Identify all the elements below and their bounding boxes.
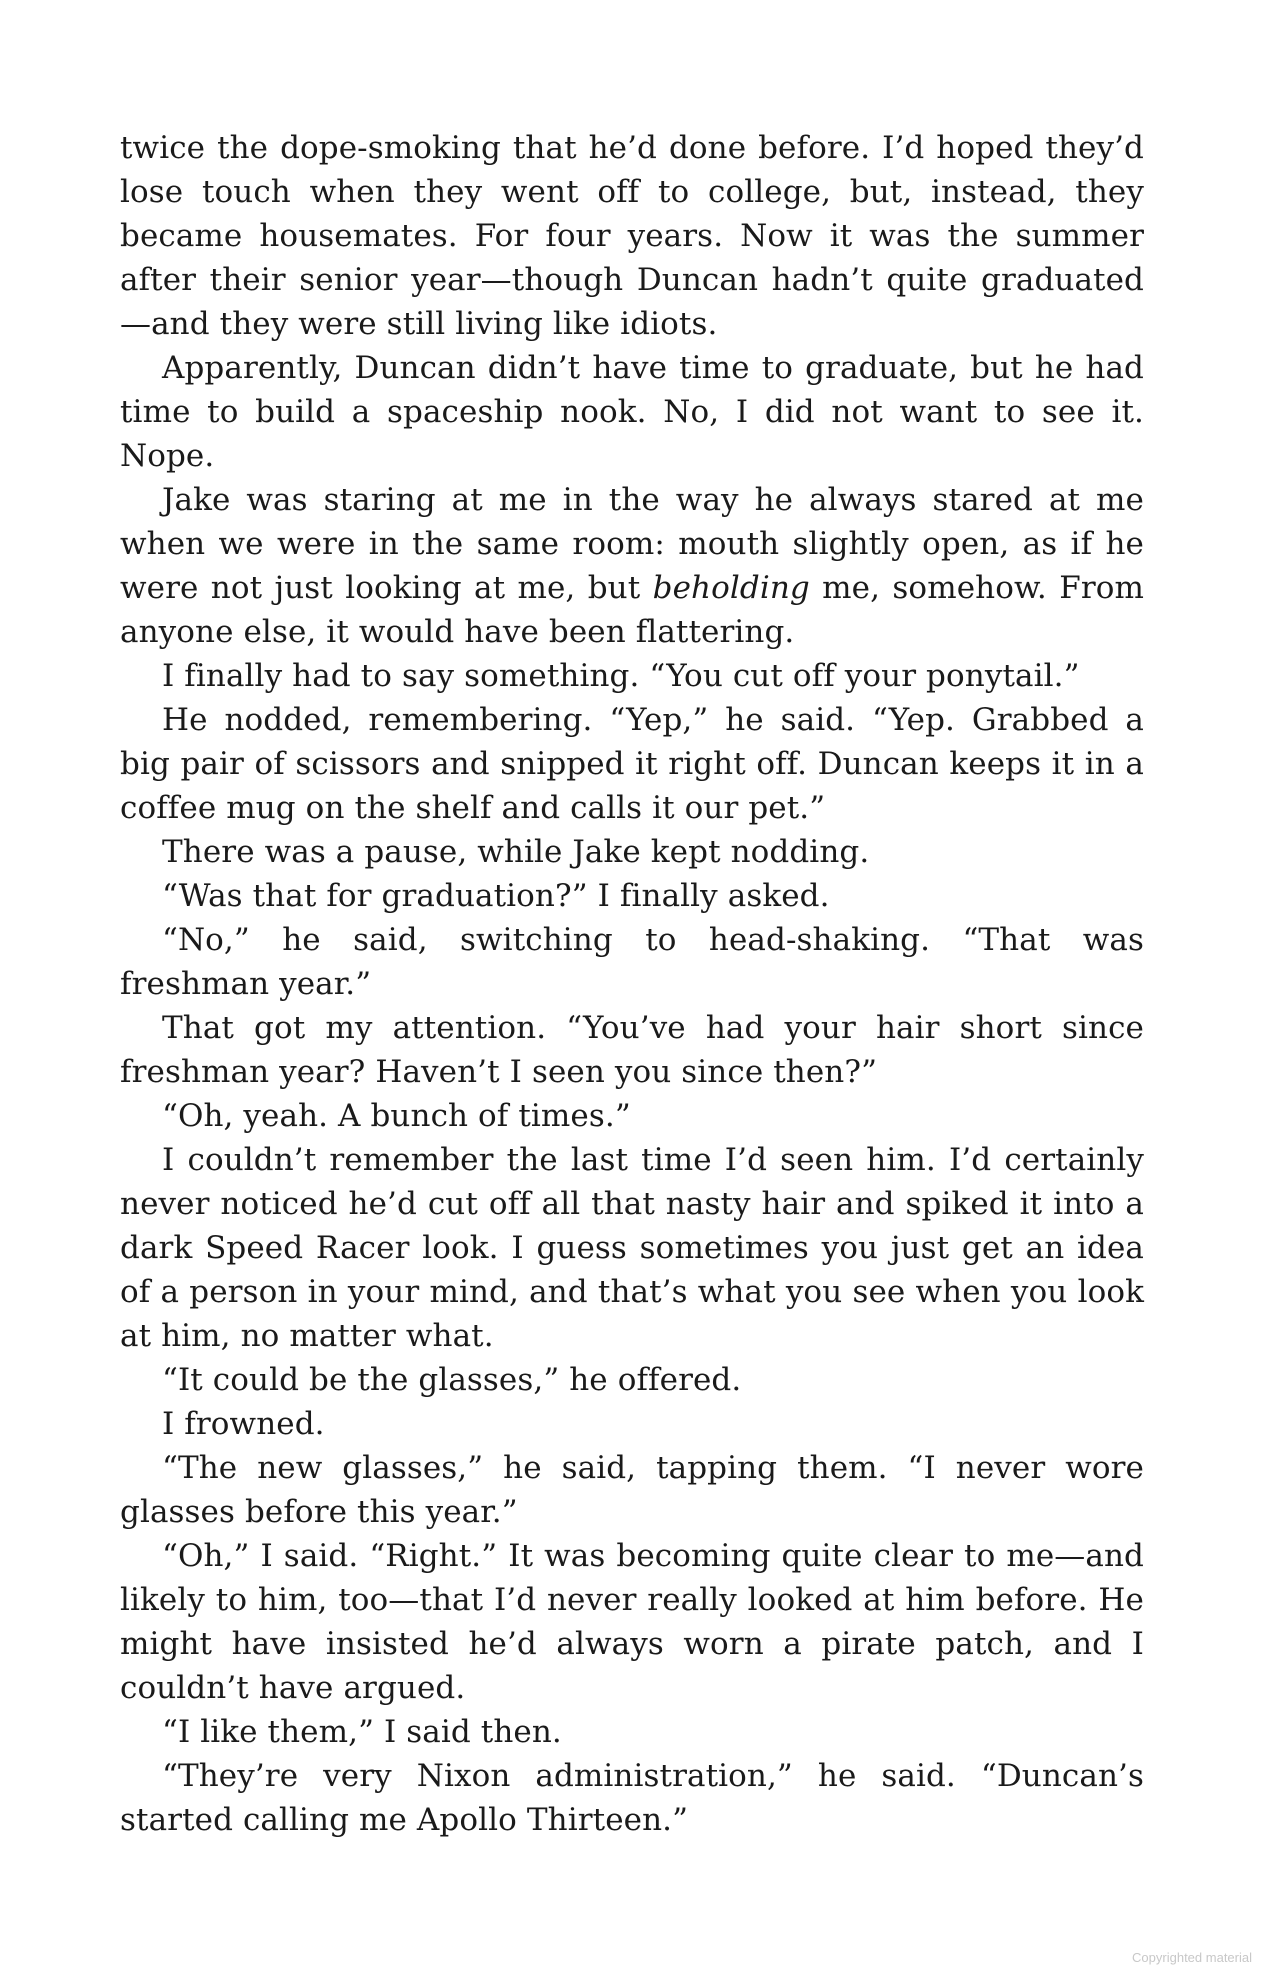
copyright-watermark: Copyrighted material <box>1132 1950 1252 1965</box>
paragraph: That got my attention. “You’ve had your hair short since freshman year? Haven’t I seen you since then?” <box>120 1010 1144 1090</box>
paragraph: “Oh, yeah. A bunch of times.” <box>162 1098 631 1134</box>
paragraph <box>120 478 1144 654</box>
paragraph: “It could be the glasses,” he offered. <box>162 1362 742 1398</box>
paragraph: twice the dope-smoking that he’d done before. I’d hoped they’d lose touch when they went off to college, but, instead, they became housemates. For four years. Now it was the summer after their senior year—though Duncan hadn’t quite graduated—and they were still living like idiots. <box>120 130 1144 342</box>
paragraph: I finally had to say something. “You cut off your ponytail.” <box>162 658 1080 694</box>
paragraph: “I like them,” I said then. <box>162 1714 562 1750</box>
body-text <box>120 126 1144 1842</box>
paragraph: Apparently, Duncan didn’t have time to graduate, but he had time to build a spaceship nook. No, I did not want to see it. Nope. <box>120 350 1144 474</box>
paragraph: He nodded, remembering. “Yep,” he said. “Yep. Grabbed a big pair of scissors and snipped it right off. Duncan keeps it in a coffee mug on the shelf and calls it our pet.” <box>120 702 1144 826</box>
paragraph: “The new glasses,” he said, tapping them. “I never wore glasses before this year.” <box>120 1450 1144 1530</box>
paragraph: “No,” he said, switching to head-shaking. “That was freshman year.” <box>120 922 1144 1002</box>
paragraph-text: me, somehow. From anyone else, it would have been flattering. <box>120 570 1145 650</box>
paragraph: “Was that for graduation?” I finally asked. <box>162 878 830 914</box>
paragraph: “They’re very Nixon administration,” he said. “Duncan’s started calling me Apollo Thirteen.” <box>120 1758 1144 1838</box>
paragraph: I frowned. <box>162 1406 325 1442</box>
paragraph: I couldn’t remember the last time I’d seen him. I’d certainly never noticed he’d cut off all that nasty hair and spiked it into a dark Speed Racer look. I guess sometimes you just get an idea of a person in your mind, and that’s what you see when you look at him, no matter what. <box>120 1142 1144 1354</box>
emphasized-word: beholding <box>652 570 810 606</box>
paragraph: “Oh,” I said. “Right.” It was becoming quite clear to me—and likely to him, too—that I’d never really looked at him before. He might have insisted he’d always worn a pirate patch, and I couldn’t have argued. <box>120 1538 1144 1706</box>
paragraph: There was a pause, while Jake kept nodding. <box>162 834 870 870</box>
paragraph-text: Jake was staring at me in the way he always stared at me when we were in the same room: mouth slightly open, as if he were not just looking at me, but <box>120 482 1144 606</box>
